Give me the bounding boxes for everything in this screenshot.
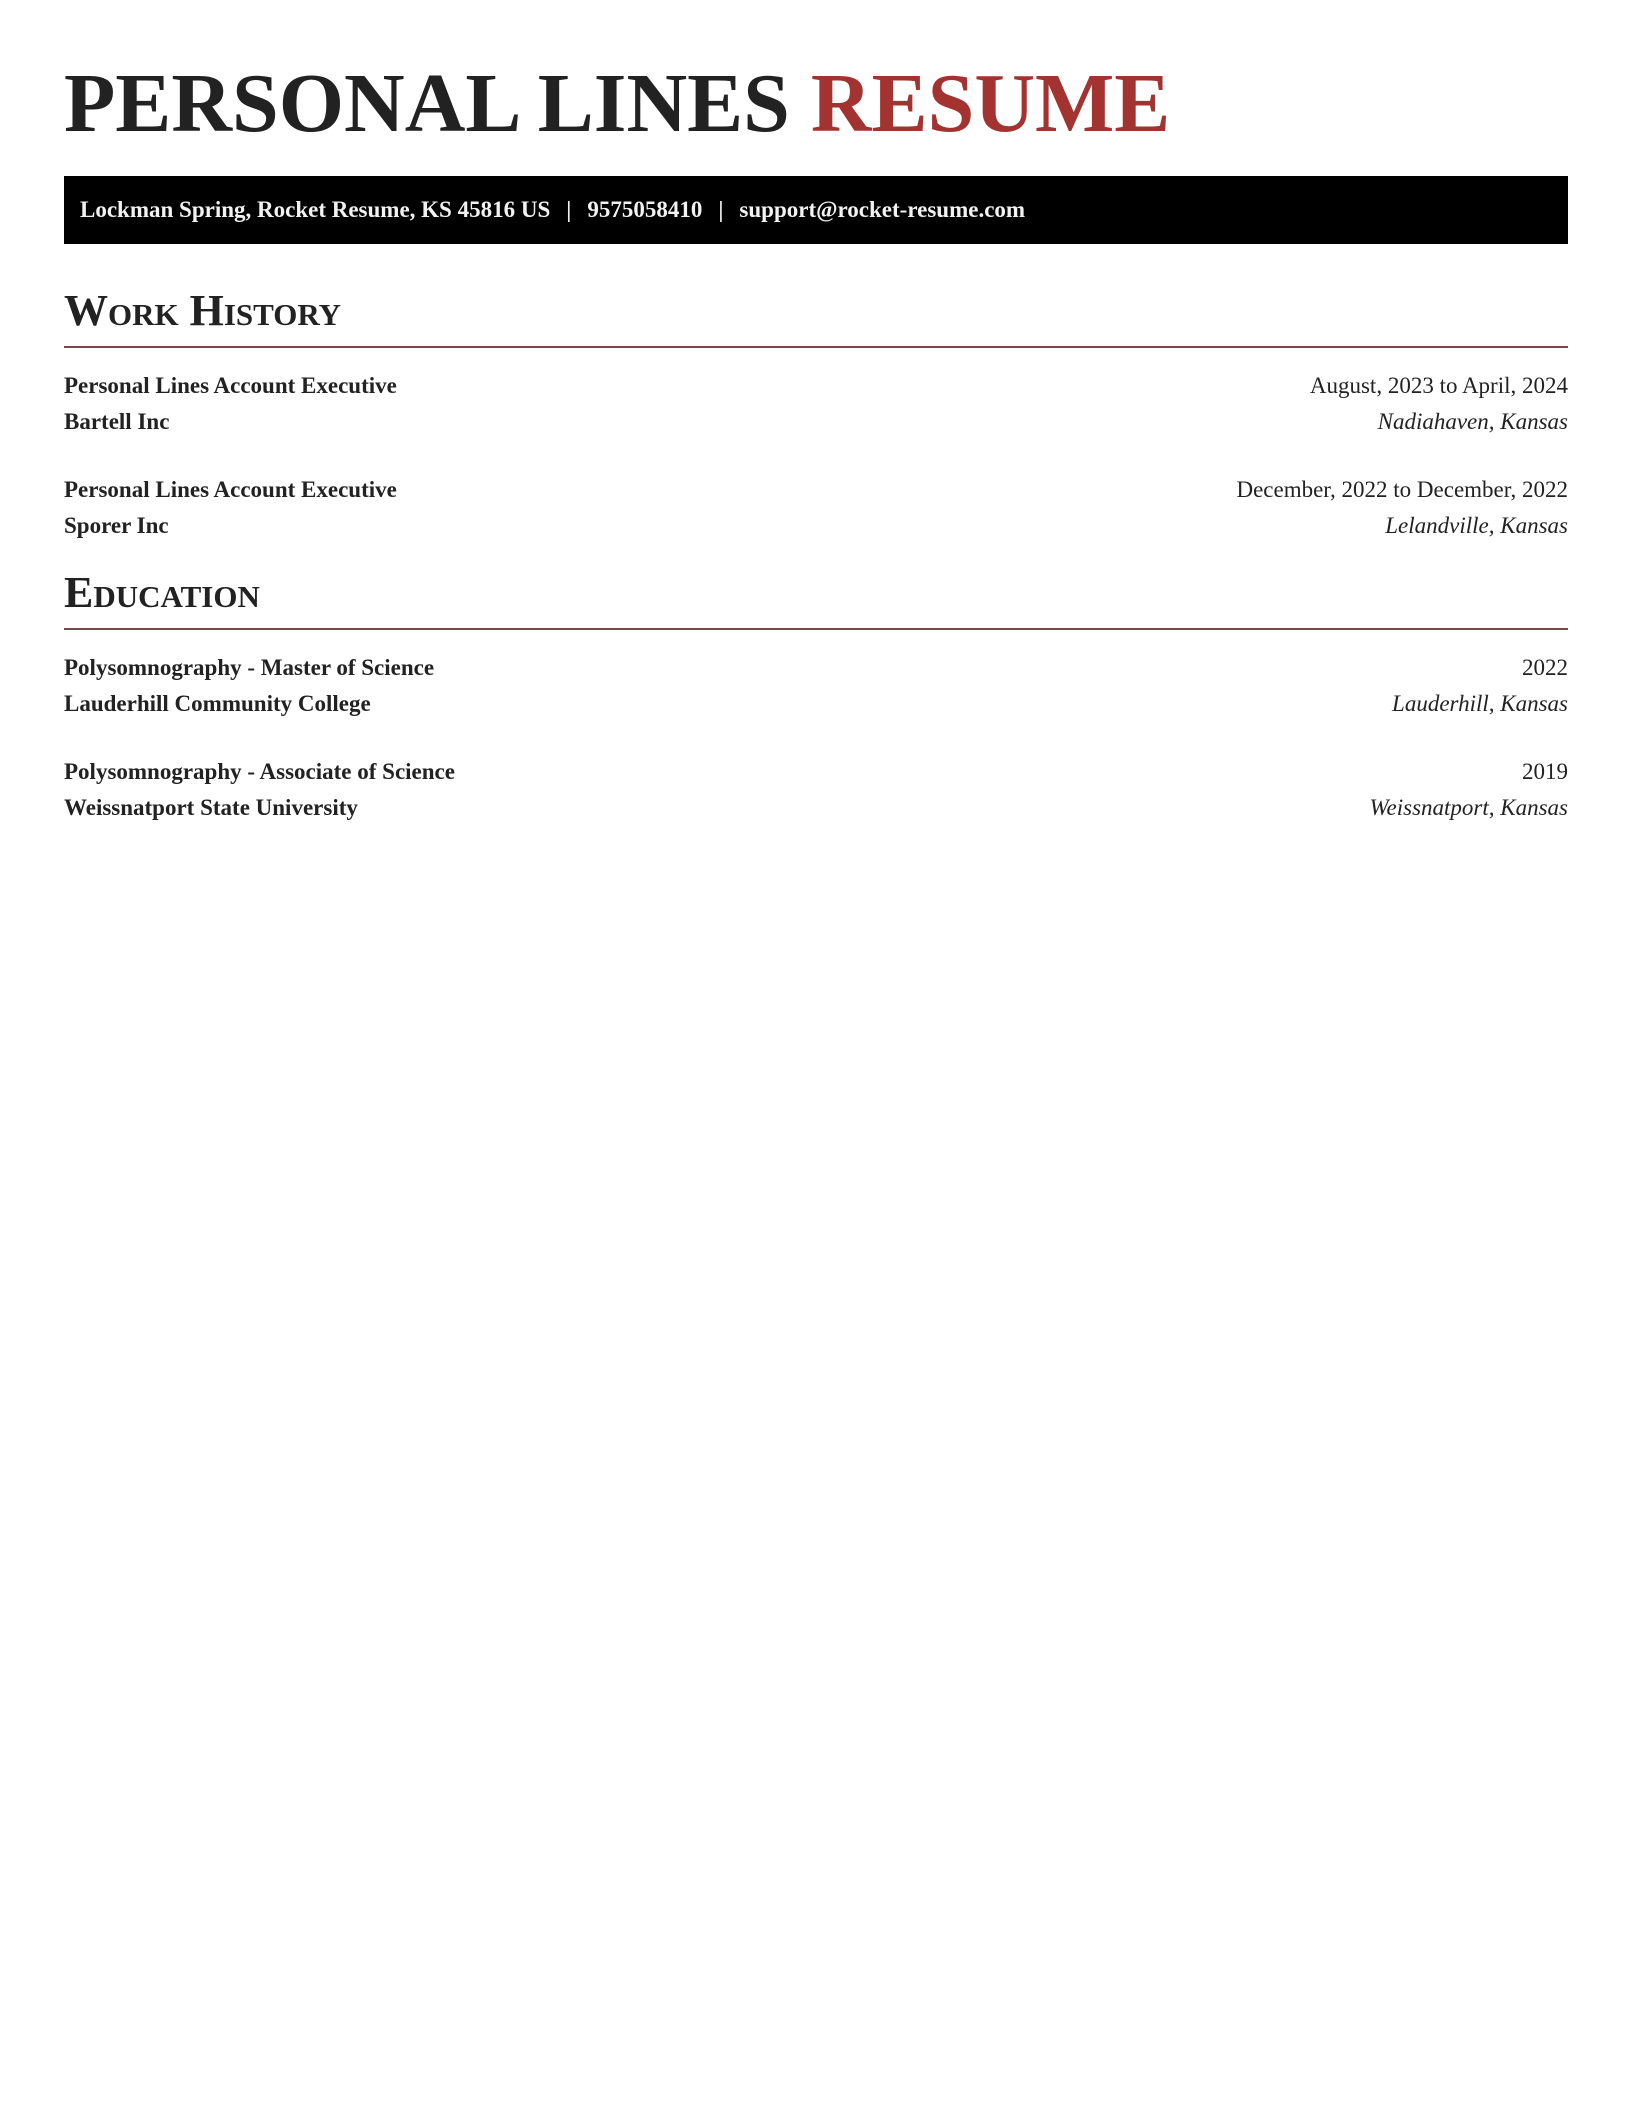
- company-name: Bartell Inc: [64, 409, 170, 434]
- title-accent: RESUME: [810, 57, 1171, 150]
- work-entry: [64, 368, 1568, 440]
- section-heading: Education: [64, 568, 260, 617]
- resume-title: [64, 56, 1568, 152]
- education-entry: [64, 650, 1568, 722]
- education-entry: [64, 754, 1568, 826]
- school-name: Lauderhill Community College: [64, 691, 371, 716]
- entry-row: [64, 650, 1568, 686]
- degree-name: Polysomnography - Associate of Science: [64, 759, 455, 784]
- job-dates: December, 2022 to December, 2022: [1236, 477, 1568, 502]
- section-divider: [64, 346, 1568, 348]
- school-location: Lauderhill, Kansas: [1392, 691, 1568, 716]
- section-divider: [64, 628, 1568, 630]
- entry-row: [64, 368, 1568, 404]
- contact-separator: |: [718, 197, 724, 222]
- company-name: Sporer Inc: [64, 513, 169, 538]
- contact-bar: [64, 176, 1568, 244]
- work-entry: [64, 472, 1568, 544]
- entry-row: [64, 508, 1568, 544]
- title-main: PERSONAL LINES: [64, 57, 790, 150]
- school-name: Weissnatport State University: [64, 795, 358, 820]
- contact-separator: |: [566, 197, 572, 222]
- job-location: Lelandville, Kansas: [1385, 513, 1568, 538]
- entry-row: [64, 404, 1568, 440]
- education-section: [64, 570, 1568, 826]
- job-title: Personal Lines Account Executive: [64, 373, 397, 398]
- entry-row: [64, 790, 1568, 826]
- entry-row: [64, 472, 1568, 508]
- entry-row: [64, 686, 1568, 722]
- degree-name: Polysomnography - Master of Science: [64, 655, 435, 680]
- job-title: Personal Lines Account Executive: [64, 477, 397, 502]
- graduation-year: 2019: [1522, 759, 1568, 784]
- contact-email: support@rocket-resume.com: [739, 197, 1026, 222]
- job-location: Nadiahaven, Kansas: [1377, 409, 1568, 434]
- section-heading: Work History: [64, 286, 342, 335]
- contact-phone: 9575058410: [587, 197, 703, 222]
- job-dates: August, 2023 to April, 2024: [1309, 373, 1568, 398]
- contact-address: Lockman Spring, Rocket Resume, KS 45816 US: [80, 197, 551, 222]
- work-history-section: [64, 288, 1568, 544]
- entry-row: [64, 754, 1568, 790]
- graduation-year: 2022: [1522, 655, 1568, 680]
- school-location: Weissnatport, Kansas: [1369, 795, 1568, 820]
